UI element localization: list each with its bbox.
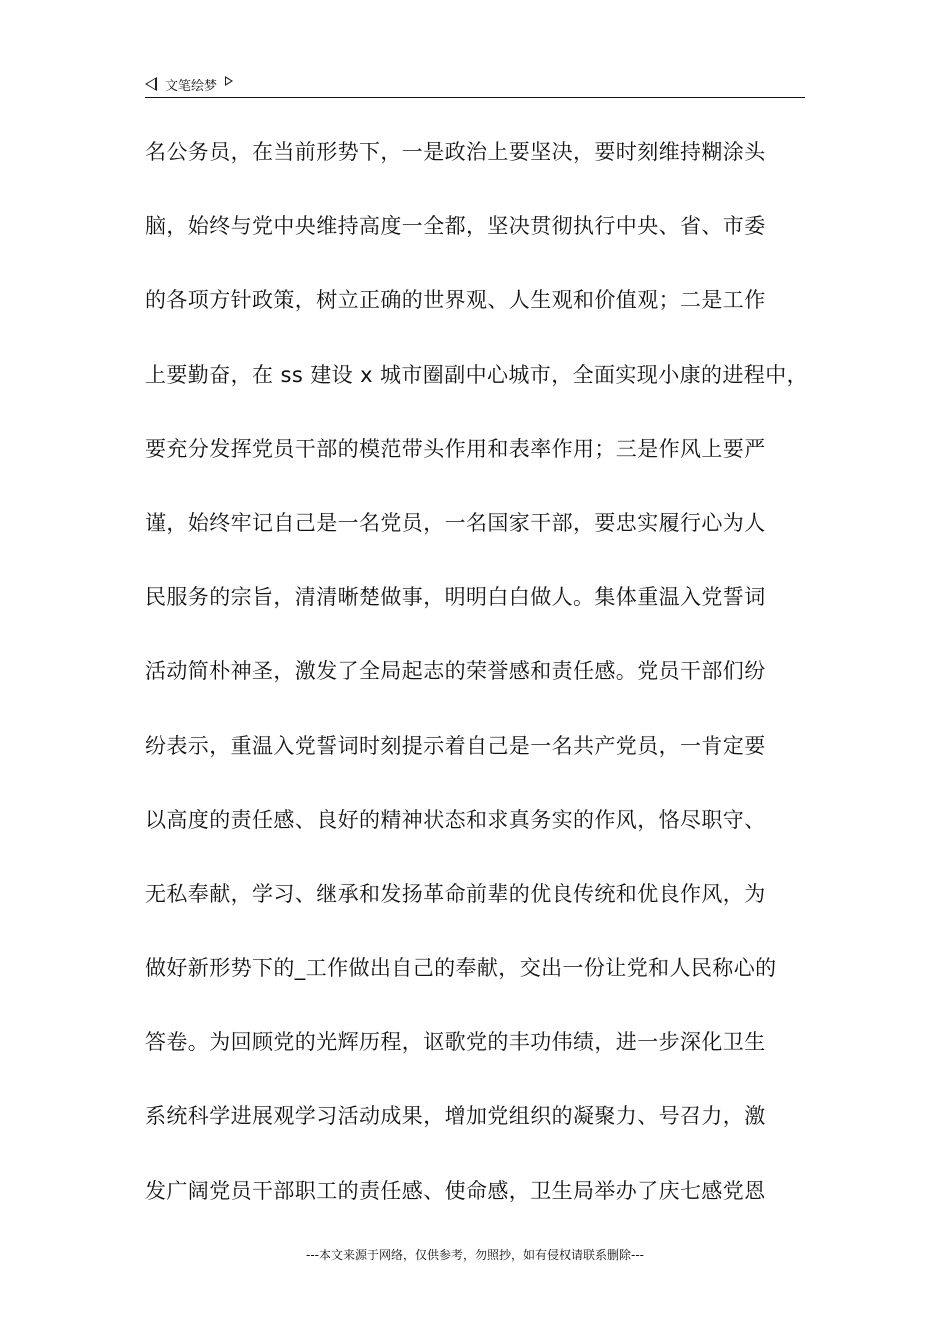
header-divider [145, 97, 805, 98]
body-line: 无私奉献，学习、继承和发扬革命前辈的优良传统和优良作风，为 [145, 881, 766, 906]
body-line: 的各项方针政策，树立正确的世界观、人生观和价值观；二是工作 [145, 288, 766, 313]
body-line: 上要勤奋，在 ss 建设 x 城市圈副中心城市，全面实现小康的进程中， [145, 362, 809, 387]
document-body [145, 130, 810, 1243]
body-line: 做好新形势下的_工作做出自己的奉献，交出一份让党和人民称心的 [145, 956, 777, 981]
body-line: 系统科学进展观学习活动成果，增加党组织的凝聚力、号召力，激 [145, 1104, 766, 1129]
body-line: 名公务员，在当前形势下，一是政治上要坚决，要时刻维持糊涂头 [145, 140, 766, 164]
body-line: 民服务的宗旨，清清晰楚做事，明明白白做人。集体重温入党誓词 [145, 585, 766, 610]
triangle-right-icon [225, 76, 233, 86]
page-header [145, 72, 805, 100]
body-line: 答卷。为回顾党的光辉历程，讴歌党的丰功伟绩，进一步深化卫生 [145, 1030, 766, 1055]
body-line: 纷表示，重温入党誓词时刻提示着自己是一名共产党员，一肯定要 [145, 733, 766, 758]
triangle-left-icon [145, 77, 157, 91]
footer-disclaimer: ---本文来源于网络，仅供参考，勿照抄，如有侵权请联系删除--- [306, 1248, 644, 1262]
header-row [145, 72, 805, 96]
body-line: 脑，始终与党中央维持高度一全都，坚决贯彻执行中央、省、市委 [145, 214, 766, 239]
body-line: 要充分发挥党员干部的模范带头作用和表率作用；三是作风上要严 [145, 436, 766, 461]
body-line: 活动简朴神圣，激发了全局起志的荣誉感和责任感。党员干部们纷 [145, 659, 766, 684]
body-line: 谨，始终牢记自己是一名党员，一名国家干部，要忠实履行心为人 [145, 510, 766, 535]
header-title: 文笔绘梦 [165, 78, 218, 94]
body-line: 以高度的责任感、良好的精神状态和求真务实的作风，恪尽职守、 [145, 807, 766, 832]
body-line: 发广阔党员干部职工的责任感、使命感，卫生局举办了庆七感党恩 [145, 1178, 766, 1203]
